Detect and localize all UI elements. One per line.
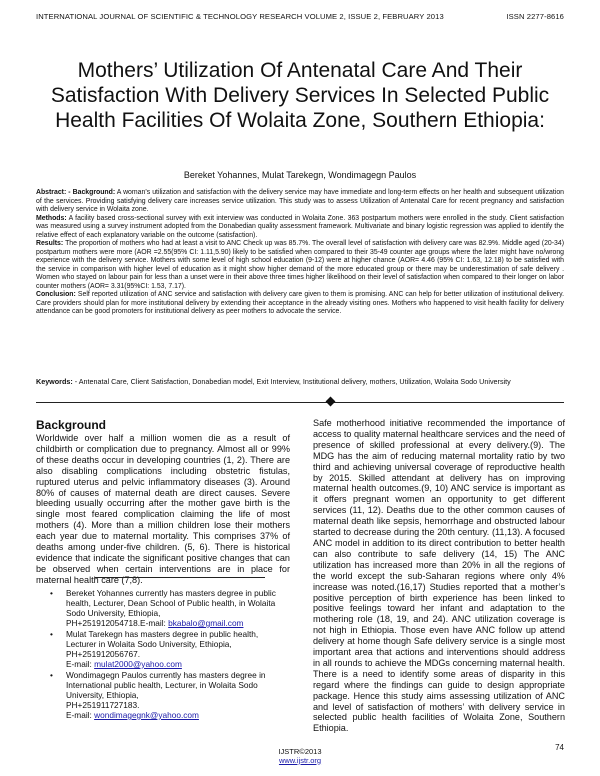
abstract-conclusion — [36, 291, 564, 317]
footnote-item — [50, 629, 290, 669]
keywords-label: Keywords: — [36, 377, 73, 386]
footnote-item — [50, 670, 290, 720]
email-link[interactable]: bkabalo@gmail.com — [168, 618, 244, 628]
footnote-contact — [66, 659, 290, 669]
abstract — [36, 189, 564, 317]
divider-line — [36, 402, 564, 403]
conclusion-text: Self reported utilization of ANC service and satisfaction with delivery care given to them is promising. ANC can help for better utilization of institutional delivery. Care providers should plan for more institutional delivery by extending their acceptance in the already visiting ones. Mothers who happened to visit health facility for delivery attendance can be good promoters for institutional delivery as peer mothers to advocate the service. — [36, 291, 564, 315]
abstract-background-text: A woman’s utilization and satisfaction with the delivery service may have immediate and long-term effects on her health and subsequent utilization of the services. Providing satisfying delivery care increases service utilization. This study was to assess Utilization of Antenatal Care for recent pregnancy and satisfaction with delivery service in Wolaita zone. — [36, 189, 564, 213]
footnote-text: • Mulat Tarekegn has masters degree in public health, Lecturer in Wolaita Sodo University, Ethiopia, — [66, 629, 259, 649]
author-footnotes — [50, 588, 290, 721]
abstract-background — [36, 189, 564, 215]
section-divider — [36, 398, 564, 406]
background-heading: Background — [36, 418, 107, 432]
abstract-lead: Abstract: - Background: — [36, 189, 116, 196]
footnote-text: • Bereket Yohannes currently has masters degree in public health, Lecturer, Dean School of Public health, in Wolaita Sodo University, Ethiopia, — [66, 588, 276, 618]
journal-name: INTERNATIONAL JOURNAL OF SCIENTIFIC & TECHNOLOGY RESEARCH VOLUME 2, ISSUE 2, FEBRUARY 2013 — [36, 12, 444, 21]
email-link[interactable]: wondimagegnk@yahoo.com — [94, 710, 199, 720]
author-list: Bereket Yohannes, Mulat Tarekegn, Wondimagegn Paulos — [183, 170, 417, 180]
conclusion-label: Conclusion: — [36, 291, 76, 298]
contact-prefix: PH+251912054718.E-mail: — [66, 618, 169, 628]
left-column — [36, 418, 290, 586]
running-header — [36, 12, 564, 21]
contact-prefix: E-mail: — [66, 710, 95, 720]
footnote-rule — [95, 577, 265, 578]
email-link[interactable]: mulat2000@yahoo.com — [94, 659, 182, 669]
footnote-contact — [66, 710, 290, 720]
diamond-icon — [326, 397, 336, 407]
footnote-phone: PH+251912056767. — [66, 649, 141, 659]
right-column — [313, 418, 565, 734]
footer-url-link[interactable]: www.ijstr.org — [278, 755, 322, 765]
footnote-text: • Wondimagegn Paulos currently has masters degree in International public health, Lecturer, in Wolaita Sodo University, Ethiopia, — [66, 670, 266, 700]
results-text: The proportion of mothers who had at least a visit to ANC Check up was 85.7%. The overall level of satisfaction with delivery care was 82.9%. Middle aged (20-34) postpartum mothers were more (AOR =2.55(95% CI: 1.11,5.90) likely to be satisfied when compared to their 35-49 counter age groups where the later might have no/wrong experience with the delivery service. Mothers with some level of high school education (9-12) were at higher chance (AOR= 4.46 (95% CI: 1.63, 12.18) to be satisfied with the service in comparison with higher level of education as it might show higher demand of the more educated group or there may be underestimation of safe delivery . Women who stayed on labour pain for less than a unset were in their above three times higher likelihood on their level of satisfaction when compared to their longer on labor counter mothers (AOR= 3.31(95%CI: 1.53, 7.17). — [36, 240, 564, 290]
footnote-phone: PH+251911727183. — [66, 700, 140, 710]
abstract-results — [36, 240, 564, 291]
background-paragraph-right: Safe motherhood initiative recommended the importance of access to quality maternal healthcare services and the need of presence of skilled professional at every delivery.(9). The MDG has the aim of reducing maternal mortality ratio by two third and achieving universal coverage of reproductive health by 2015. Skilled attendant at delivery has on improving maternal health outcomes.(9, 10) ANC service is important as it offers pregnant women an opportunity to get different services (11, 12). Deaths due to the other common causes of maternal death like sepsis, hemorrhage and obstructed labour started to decrease during the 20th century. (11,13). A focused ANC model in addition to its direct contribution to better health can also contribute to safe delivery (14, 15) The ANC utilization has increased more than 20% in all the regions of the world except the sub-Saharan regions where only 4% increase was noted.(16,17) Studies reported that a mother’s positive perception of birth experience has been linked to positive feelings toward her infant and adaptation to the mothering role (18, 19, and 24). ANC utilization coverage is not high in Ethiopia. Those even have ANC follow up attend delivery at home though Safe delivery service is a single most important area that actions and interventions should address in all rounds to achieve the MDGs concerning maternal health. There is a need to identify some areas of disparity in this regard where the findings can guide to design appropriate package. Hence this study aims assessing utilization of ANC and level of satisfaction of mothers’ with delivery service in selected public health facilities of Wolaita Zone, Southern Ethiopia. — [313, 418, 565, 734]
methods-label: Methods: — [36, 214, 67, 222]
background-paragraph-left: Worldwide over half a million women die as a result of childbirth or complication due to pregnancy. Almost all or 99% of these deaths occur in developing countries (1, 2). There are also disabling complications including obstetric fistulas, ruptured uterus and pelvic inflammatory diseases (3). Around 80% of causes of maternal death are direct causes. Severe bleeding usually occurring after the mother gave birth is the single most feared complication claiming the life of most mothers (4). More than a million children lose their mothers each year due to maternal mortality. This comprises 37% of deaths among under-five children. (5, 6). There is historical evidence that indicate the significant positive changes that can be observed when certain interventions are in place for maternal health care (7,8). — [36, 433, 290, 585]
paper-title: Mothers’ Utilization Of Antenatal Care And Their Satisfaction With Delivery Services In Selected Public Health Facilities Of Wolaita Zone, Southern Ethiopia: — [50, 59, 550, 132]
page-footer — [0, 748, 600, 765]
issn: ISSN 2277-8616 — [506, 12, 564, 21]
contact-prefix: E-mail: — [66, 659, 95, 669]
footnote-item — [50, 588, 290, 628]
results-label: Results: — [36, 240, 64, 247]
methods-text: A facility based cross-sectional survey with exit interview was conducted in Wolaita Zone. 363 postpartum mothers were enrolled in the study. Client satisfaction was measured using a survey instrument adopted from the Donabedian quality assessment framework. Multivariate and binary logistic regression was applied to identify the relative effect of each explanatory variable on the outcome (satisfaction). — [36, 214, 564, 239]
page-number: 74 — [555, 743, 564, 752]
footnote-contact — [66, 618, 290, 628]
abstract-methods — [36, 215, 564, 241]
footer-code: IJSTR©2013 — [278, 747, 322, 756]
keywords — [36, 377, 564, 386]
keywords-text: - Antenatal Care, Client Satisfaction, Donabedian model, Exit Interview, Institutional delivery, mothers, Utilization, Wolaita Sodo University — [72, 377, 511, 386]
